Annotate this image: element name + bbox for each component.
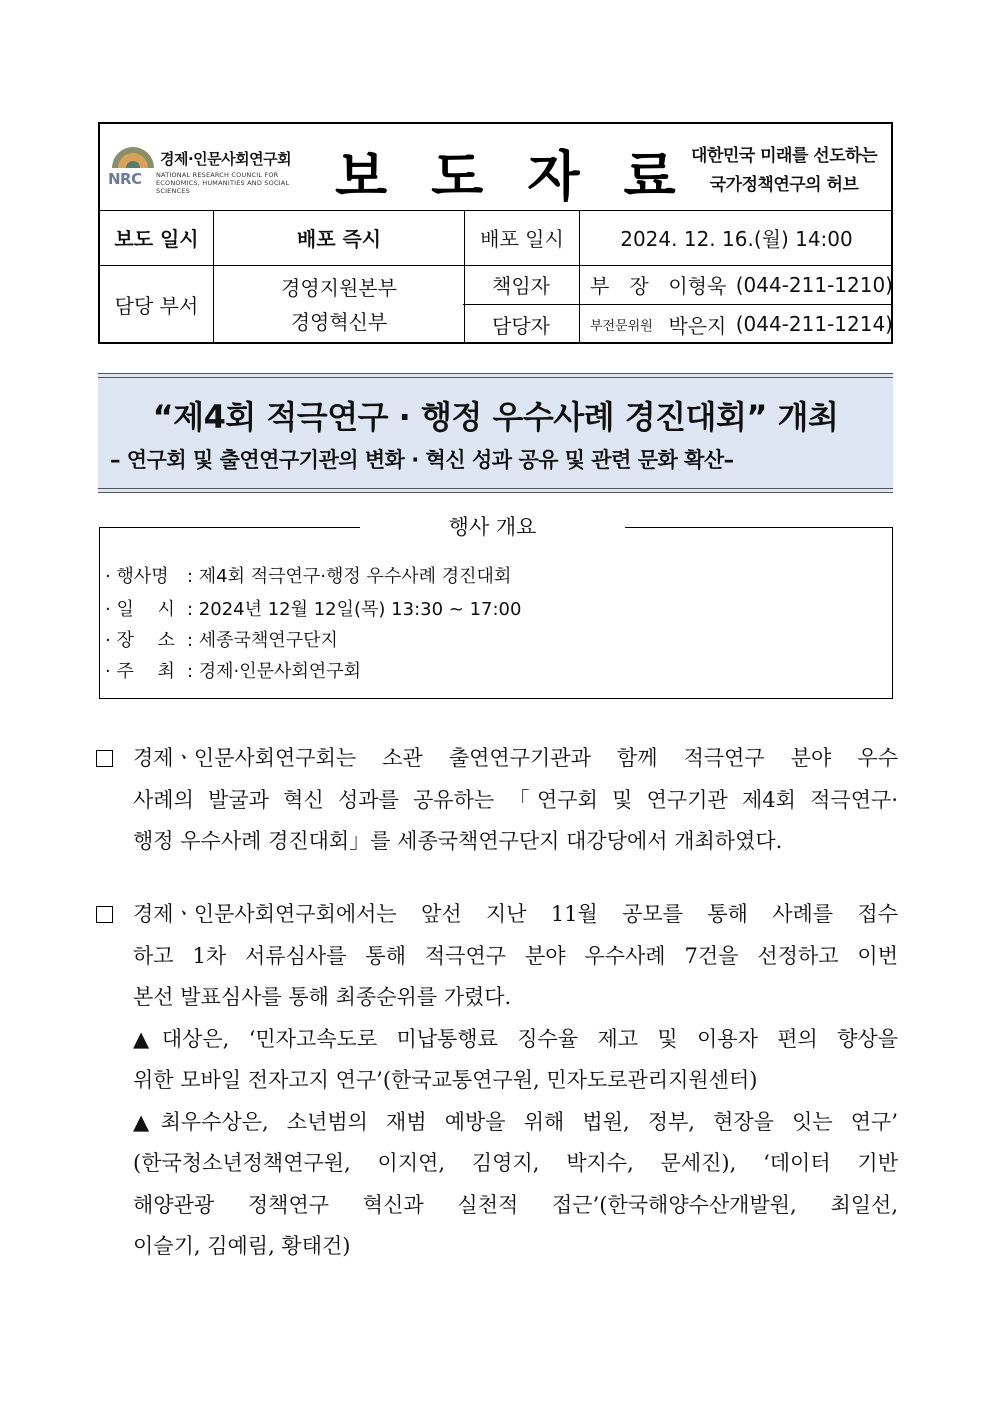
contact-label: 담당자 [463,304,580,344]
paragraph-line [96,1019,898,1061]
resp-name: 이형욱 [668,274,727,298]
event-item-datetime [105,595,521,621]
sub-title: – 연구회 및 출연연구기관의 변화 · 혁신 성과 공유 및 관련 문화 확산– [110,448,734,472]
paragraph-line [96,1060,898,1102]
release-row [100,210,891,266]
headline-box [98,373,893,493]
header-top-row [100,124,891,211]
org-english-name [156,171,308,195]
line-text: 행정 우수사례 경진대회」를 세종국책연구단지 대강당에서 개최하였다. [133,829,783,853]
paragraph-line [96,1185,898,1227]
event-item-name [105,562,511,588]
line-text: 해양관광 정책연구 혁신과 실천적 접근’(한국해양수산개발원, 최일선, [133,1192,898,1217]
body-paragraph-1 [96,738,898,863]
line-text: 하고 1차 서류심사를 통해 적극연구 분야 우수사례 7건을 선정하고 이번 [133,943,898,968]
body-paragraph-2 [96,894,898,1268]
contact-phone: (044-211-1214) [735,312,893,336]
contact-title: 부전문위원 [590,318,653,334]
dept-label: 담당 부서 [100,265,214,344]
event-item-label: · 주 최 [105,661,175,682]
paragraph-line [96,1226,898,1268]
contact-value [580,304,893,344]
event-overview-heading: 행사 개요 [360,510,625,544]
paragraph-line [96,1143,898,1185]
dept-line2: 경영혁신부 [290,309,388,334]
main-title: “제4회 적극연구 · 행정 우수사례 경진대회” 개최 [152,398,839,436]
event-item-value: : 세종국책연구단지 [187,630,338,651]
contact-row [100,265,891,344]
paragraph-line [96,977,898,1019]
release-label: 보도 일시 [100,210,214,265]
event-item-label: · 장 소 [105,630,175,651]
slogan-line1: 대한민국 미래를 선도하는 [691,146,877,166]
resp-phone: (044-211-1210) [735,272,893,297]
slogan [691,142,877,200]
line-text: 사례의 발굴과 혁신 성과를 공유하는 「연구회 및 연구기관 제4회 적극연구· [133,787,898,812]
event-item-value: : 경제·인문사회연구회 [187,661,361,682]
doc-type-title: 보도자료 [335,145,720,208]
line-text: 이슬기, 김예림, 황태건) [133,1234,351,1258]
contact-name: 박은지 [668,313,727,338]
paragraph-line [96,1102,898,1144]
paragraph-line [96,894,898,936]
dept-line1: 경영지원본부 [281,275,397,300]
contact-person-row [463,304,893,344]
event-item-label: · 일 시 [105,599,175,620]
responsible-row [463,265,893,305]
resp-label: 책임자 [463,265,580,304]
release-value: 배포 즉시 [214,210,465,265]
resp-value [580,265,893,304]
dept-value [214,265,465,344]
event-item-label: · 행사명 [105,566,169,587]
org-english-line1: NATIONAL RESEARCH COUNCIL FOR [156,171,279,179]
resp-title: 부 장 [590,274,649,298]
paragraph-line [96,936,898,978]
line-text: 위한 모바일 전자고지 연구’(한국교통연구원, 민자도로관리지원센터) [133,1068,758,1092]
event-item-venue [105,626,338,652]
paragraph-line [96,780,898,822]
paragraph-line [96,738,898,780]
line-text: 경제ㆍ인문사회연구회는 소관 출연연구기관과 함께 적극연구 분야 우수 [133,746,898,770]
line-text: 본선 발표심사를 통해 최종순위를 가렸다. [133,985,512,1009]
line-text: ▲대상은, ‘민자고속도로 미납통행료 징수율 제고 및 이용자 편의 향상을 [133,1026,898,1051]
line-text: (한국청소년정책연구원, 이지연, 김영지, 박지수, 문세진), ‘데이터 기반 [133,1151,898,1175]
nrc-logo [108,144,308,195]
dist-label: 배포 일시 [465,210,580,265]
event-item-value: : 제4회 적극연구·행정 우수사례 경진대회 [187,566,512,587]
event-item-value: : 2024년 12월 12일(목) 13:30 ~ 17:00 [187,599,522,620]
line-text: 경제ㆍ인문사회연구회에서는 앞선 지난 11월 공모를 통해 사례를 접수 [133,902,898,926]
org-english-line2: ECONOMICS, HUMANITIES AND SOCIAL SCIENCES [156,179,290,195]
paragraph-line [96,821,898,863]
event-item-host [105,657,361,683]
slogan-line2: 국가정책연구의 허브 [709,175,859,195]
org-name: 경제·인문사회연구회 [160,150,292,168]
logo-text: NRC [108,170,142,188]
dist-value: 2024. 12. 16.(월) 14:00 [620,227,853,251]
press-release-header [98,122,893,344]
nrc-emblem-icon [110,144,156,170]
line-text: ▲최우수상은, 소년범의 재범 예방을 위해 법원, 정부, 현장을 잇는 연구’ [133,1109,898,1134]
